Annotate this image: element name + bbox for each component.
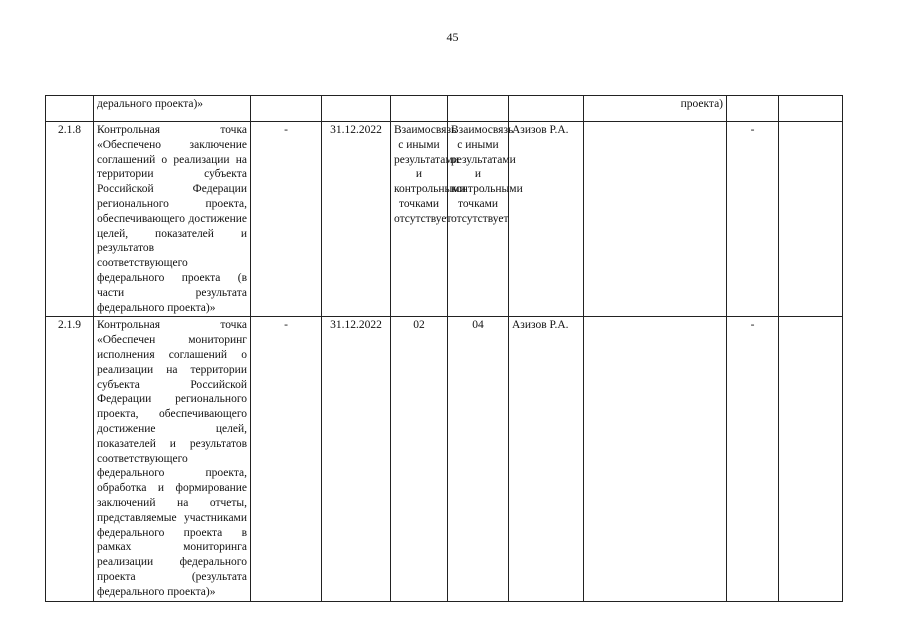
- cell-responsible: Азизов Р.А.: [509, 122, 584, 317]
- cell-doc-type: проекта): [584, 96, 727, 122]
- cell-responsible: [509, 96, 584, 122]
- cell-number: 2.1.8: [46, 122, 94, 317]
- cell-predecessor: [391, 96, 448, 122]
- cell-start: -: [251, 122, 322, 317]
- control-points-table: [45, 95, 843, 602]
- cell-end: [322, 96, 391, 122]
- cell-responsible: Азизов Р.А.: [509, 317, 584, 601]
- cell-start: [251, 96, 322, 122]
- cell-successor: 04: [448, 317, 509, 601]
- cell-predecessor: Взаимосвязь с иными результатами и контрольными точками отсутствует: [391, 122, 448, 317]
- cell-last: [779, 122, 843, 317]
- cell-end: 31.12.2022: [322, 317, 391, 601]
- cell-predecessor: 02: [391, 317, 448, 601]
- table-row: [46, 317, 843, 601]
- cell-successor: [448, 96, 509, 122]
- cell-level: [727, 96, 779, 122]
- cell-number: 2.1.9: [46, 317, 94, 601]
- cell-name: дерального проекта)»: [94, 96, 251, 122]
- cell-doc-type: [584, 122, 727, 317]
- page-number: 45: [446, 30, 459, 44]
- table-row-continuation: [46, 96, 843, 122]
- cell-successor: Взаимосвязь с иными результатами и контрольными точками отсутствует: [448, 122, 509, 317]
- cell-number: [46, 96, 94, 122]
- cell-last: [779, 317, 843, 601]
- table-row: [46, 122, 843, 317]
- cell-name: Контрольная точка «Обеспечен мониторинг исполнения соглашений о реализации на территории субъекта Российской Федерации регионального проекта, обеспечивающего достижение целей, показателей и результатов соответствующего федерального проекта, обработка и формирование заключений на отчеты, представляемые участниками федерального проекта в рамках мониторинга реализации федерального проекта (результата федерального проекта)»: [94, 317, 251, 601]
- cell-level: -: [727, 122, 779, 317]
- cell-start: -: [251, 317, 322, 601]
- cell-name: Контрольная точка «Обеспечено заключение соглашений о реализации на территории субъекта Российской Федерации регионального проекта, обеспечивающего достижение целей, показателей и результатов соответствующего федерального проекта (в части результата федерального проекта)»: [94, 122, 251, 317]
- cell-end: 31.12.2022: [322, 122, 391, 317]
- cell-doc-type: [584, 317, 727, 601]
- cell-last: [779, 96, 843, 122]
- cell-level: -: [727, 317, 779, 601]
